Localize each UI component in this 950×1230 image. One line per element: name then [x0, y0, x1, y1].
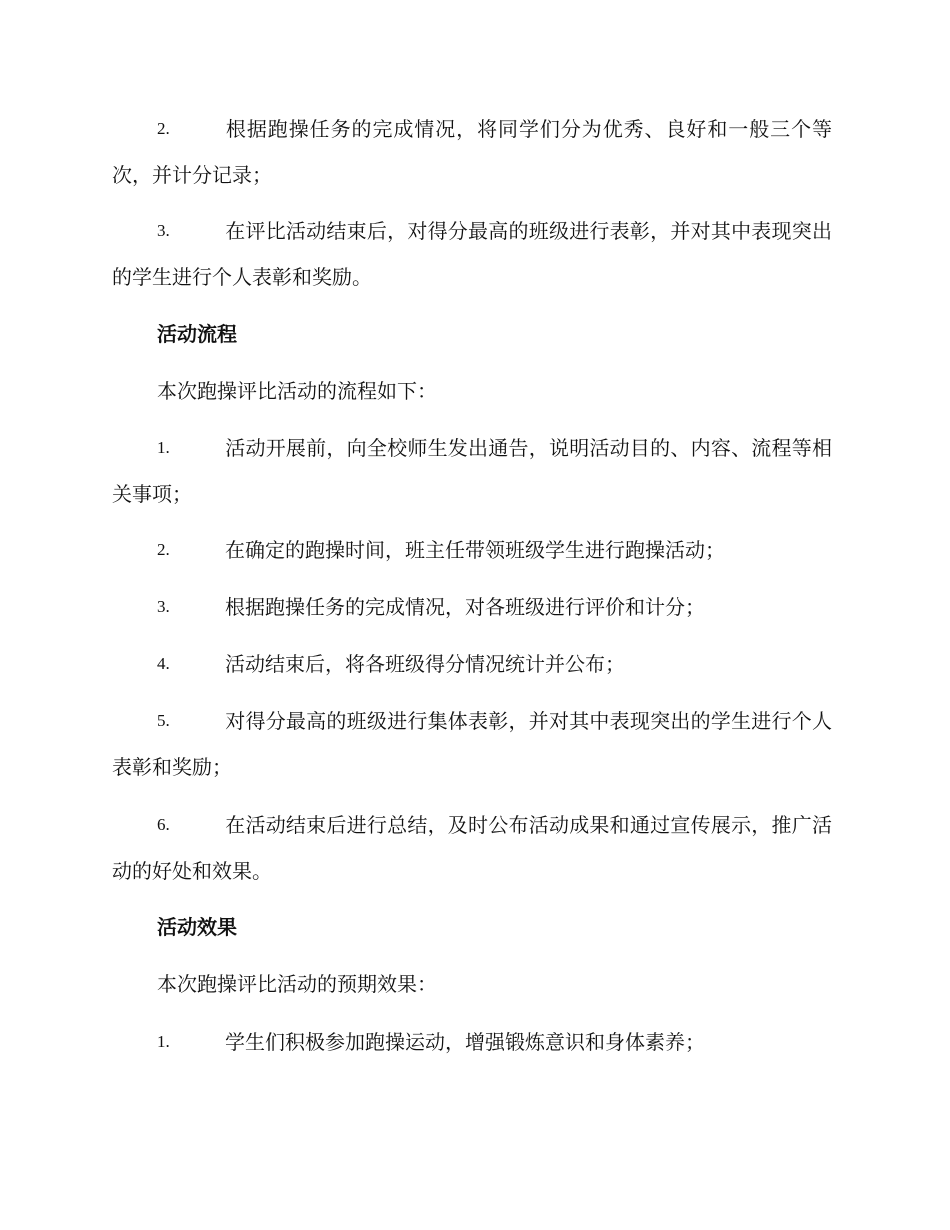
- list-item: [112, 208, 832, 300]
- list-text: 活动开展前，向全校师生发出通告，说明活动目的、内容、流程等相关事项；: [112, 436, 832, 506]
- list-number: 3.: [157, 597, 170, 616]
- list-item: [112, 641, 832, 687]
- list-item: [112, 1019, 832, 1065]
- list-number: 1.: [157, 438, 170, 457]
- list-item: [112, 802, 832, 894]
- list-item: [112, 584, 832, 630]
- list-text: 根据跑操任务的完成情况，对各班级进行评价和计分；: [225, 595, 705, 619]
- list-number: 1.: [157, 1032, 170, 1051]
- list-text: 在确定的跑操时间，班主任带领班级学生进行跑操活动；: [225, 538, 725, 562]
- list-text: 对得分最高的班级进行集体表彰，并对其中表现突出的学生进行个人表彰和奖励；: [112, 709, 832, 779]
- list-text: 活动结束后，将各班级得分情况统计并公布；: [225, 652, 625, 676]
- list-number: 2.: [157, 540, 170, 559]
- list-text: 在评比活动结束后，对得分最高的班级进行表彰，并对其中表现突出的学生进行个人表彰和奖励。: [112, 219, 832, 289]
- list-item: [112, 106, 832, 198]
- list-number: 2.: [157, 119, 170, 138]
- section-intro-process: 本次跑操评比活动的流程如下：: [157, 379, 437, 403]
- section-heading-effect: 活动效果: [157, 915, 237, 939]
- section-heading-process: 活动流程: [157, 322, 237, 346]
- list-text: 学生们积极参加跑操运动，增强锻炼意识和身体素养；: [225, 1030, 705, 1054]
- list-number: 6.: [157, 815, 170, 834]
- list-item: [112, 698, 832, 790]
- list-number: 5.: [157, 711, 170, 730]
- list-number: 4.: [157, 654, 170, 673]
- list-number: 3.: [157, 221, 170, 240]
- section-intro-effect: 本次跑操评比活动的预期效果：: [157, 972, 437, 996]
- list-text: 在活动结束后进行总结，及时公布活动成果和通过宣传展示，推广活动的好处和效果。: [112, 813, 832, 883]
- list-item: [112, 527, 832, 573]
- list-text: 根据跑操任务的完成情况，将同学们分为优秀、良好和一般三个等次，并计分记录；: [112, 117, 832, 187]
- list-item: [112, 425, 832, 517]
